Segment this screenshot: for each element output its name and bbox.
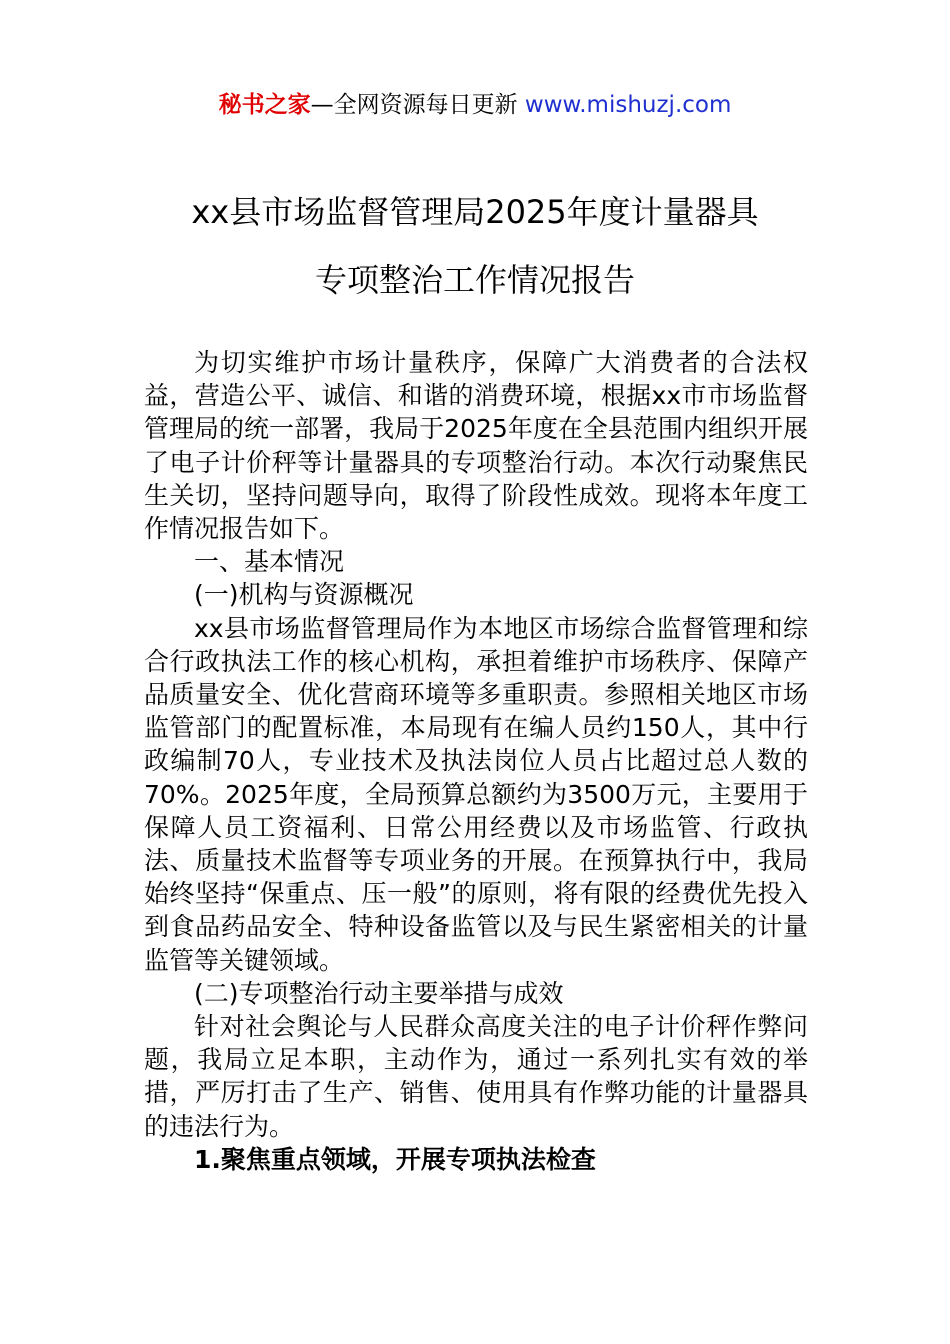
site-url-link[interactable]: www.mishuzj.com <box>524 92 732 118</box>
item-heading-enforcement: 1.聚焦重点领域，开展专项执法检查 <box>194 1144 596 1174</box>
section-heading-basic-situation: 一、基本情况 <box>194 547 345 577</box>
organization-paragraph: xx县市场监督管理局作为本地区市场综合监督管理和综合行政执法工作的核心机构，承担着维护市场秩序、保障产品质量安全、优化营商环境等多重职责。参照相关地区市场监管部门的配置标准，本局现有在编人员约150人，其中行政编制70人，专业技术及执法岗位人员占比超过总人数的70%。2025年度，全局预算总额约为3500万元，主要用于保障人员工资福利、日常公用经费以及市场监管、行政执法、质量技术监督等专项业务的开展。在预算执行中，我局始终坚持“保重点、压一般”的原则，将有限的经费优先投入到食品药品安全、特种设备监管以及与民生紧密相关的计量监管等关键领域。 <box>144 613 808 975</box>
measures-paragraph: 针对社会舆论与人民群众高度关注的电子计价秤作弊问题，我局立足本职，主动作为，通过一系列扎实有效的举措，严厉打击了生产、销售、使用具有作弊功能的计量器具的违法行为。 <box>144 1012 808 1141</box>
intro-paragraph: 为切实维护市场计量秩序，保障广大消费者的合法权益，营造公平、诚信、和谐的消费环境，根据xx市市场监督管理局的统一部署，我局于2025年度在全县范围内组织开展了电子计价秤等计量器具的专项整治行动。本次行动聚焦民生关切，坚持问题导向，取得了阶段性成效。现将本年度工作情况报告如下。 <box>144 348 808 544</box>
banner-tagline: —全网资源每日更新 <box>310 92 518 118</box>
subsection-heading-measures: (二)专项整治行动主要举措与成效 <box>194 978 564 1008</box>
document-title-line-2: 专项整治工作情况报告 <box>314 261 635 299</box>
subsection-heading-organization: (一)机构与资源概况 <box>194 580 414 610</box>
brand-name: 秘书之家 <box>218 92 311 118</box>
document-title-line-1: xx县市场监督管理局2025年度计量器具 <box>191 193 759 231</box>
site-banner <box>0 88 950 122</box>
document-body <box>144 346 808 1176</box>
